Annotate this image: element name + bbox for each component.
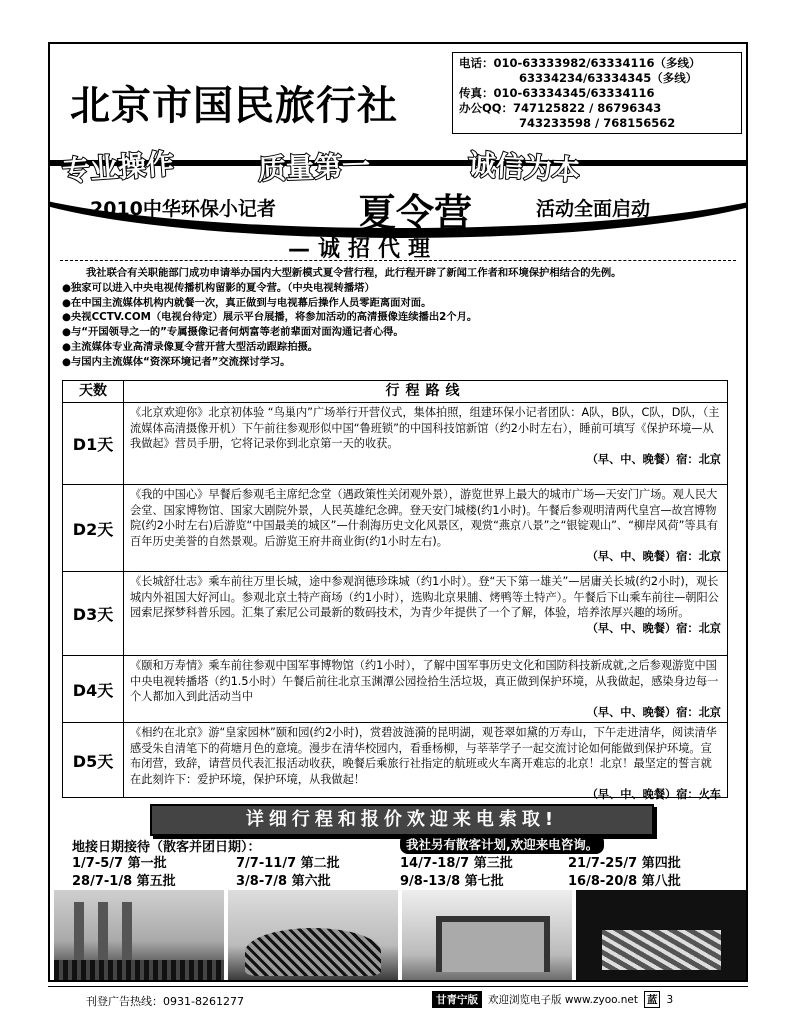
gate-shape bbox=[436, 916, 550, 972]
footer-divider bbox=[48, 986, 748, 987]
table-row bbox=[63, 723, 727, 802]
day-label: D1天 bbox=[63, 403, 124, 484]
day-text: 《长城舒壮志》乘车前往万里长城，途中参观润德珍珠城（约1小时）。登“天下第一雄关”—居庸关长城(约2小时)，观长城内外祖国大好河山。参观北京土特产商场（约1小时），选购北京果脯、烤鸭等土特产）。午餐后下山乘车前往—朝阳公园索尼探梦科普乐园。汇集了索尼公司最新的数码技术，为青少年提供了一个了解，体验，培养浓厚兴趣的场所。 bbox=[130, 575, 719, 620]
tsinghua-gate-photo bbox=[402, 890, 572, 982]
day-label: D5天 bbox=[63, 723, 124, 798]
intro-text bbox=[62, 266, 738, 370]
stadium-shape bbox=[245, 928, 381, 976]
batch-date: 3/8-7/8 第六批 bbox=[236, 874, 331, 889]
batch-date: 21/7-25/7 第四批 bbox=[568, 856, 681, 871]
intro-divider bbox=[60, 260, 736, 261]
pillar-shape bbox=[98, 902, 108, 962]
slogan-3: 诚信为本 bbox=[467, 148, 581, 187]
batch-date: 16/8-20/8 第八批 bbox=[568, 874, 681, 889]
tiananmen-photo bbox=[54, 890, 224, 982]
ad-hotline: 刊登广告热线：0931-8261277 bbox=[86, 995, 244, 1008]
day-desc bbox=[124, 485, 727, 571]
slogan-1: 专业操作 bbox=[61, 147, 176, 188]
day-meal: （早、中、晚餐）宿：北京 bbox=[586, 705, 721, 719]
batch-date: 9/8-13/8 第七批 bbox=[400, 874, 504, 889]
edition-tag: 甘青宁版 bbox=[432, 991, 482, 1008]
pillar-shape bbox=[74, 902, 84, 962]
day-meal: （早、中、晚餐）宿：北京 bbox=[586, 621, 721, 635]
qq-line-2: 743233598 / 768156562 bbox=[519, 116, 676, 130]
phone-line-2: 63334234/63334345（多线） bbox=[519, 71, 698, 85]
table-row bbox=[63, 656, 727, 723]
intro-lead: 我社联合有关职能部门成功申请举办国内大型新模式夏令营行程，此行程开辟了新闻工作者和环境保护相结合的先例。 bbox=[86, 267, 622, 279]
ad-frame bbox=[48, 42, 748, 982]
day-desc bbox=[124, 656, 727, 722]
title-right: 活动全面启动 bbox=[536, 198, 651, 220]
crowd-shape bbox=[54, 960, 224, 982]
table-row bbox=[63, 572, 727, 656]
page-label: 蓝 bbox=[644, 991, 661, 1008]
day-meal: （早、中、晚餐）宿：火车 bbox=[586, 788, 721, 802]
fax-line: 传真：010-63334345/63334116 bbox=[459, 86, 655, 100]
day-desc bbox=[124, 723, 727, 802]
batch-date: 28/7-1/8 第五批 bbox=[72, 874, 176, 889]
table-row bbox=[63, 485, 727, 572]
intro-bullet: ●与国内主流媒体“资深环境记者”交流探讨学习。 bbox=[62, 355, 291, 368]
page-number: 3 bbox=[666, 993, 674, 1006]
footer-edition bbox=[432, 991, 673, 1008]
photo-strip bbox=[50, 890, 748, 982]
batch-date: 7/7-11/7 第二批 bbox=[236, 856, 340, 871]
table-row bbox=[63, 403, 727, 485]
batch-date: 14/7-18/7 第三批 bbox=[400, 856, 513, 871]
intro-bullet: ●主流媒体专业高清录像夏令营开营大型活动跟踪拍摄。 bbox=[62, 340, 319, 353]
day-label: D3天 bbox=[63, 572, 124, 655]
schedule-note: 我社另有散客计划,欢迎来电咨询。 bbox=[400, 834, 604, 854]
itinerary-table bbox=[62, 380, 728, 802]
intro-bullet: ●独家可以进入中央电视传播机构留影的夏令营。（中央电视转播塔） bbox=[62, 281, 375, 294]
title-left: 2010中华环保小记者 bbox=[90, 198, 276, 220]
day-label: D4天 bbox=[63, 656, 124, 722]
intro-bullet: ●在中国主流媒体机构内就餐一次，真正做到与电视幕后操作人员零距离面对面。 bbox=[62, 296, 432, 309]
itinerary-header bbox=[63, 381, 727, 403]
pillar-shape bbox=[122, 902, 132, 962]
day-desc bbox=[124, 403, 727, 484]
company-name: 北京市国民旅行社 bbox=[70, 83, 398, 129]
day-meal: （早、中、晚餐）宿：北京 bbox=[586, 452, 721, 466]
subtitle: —诚招代理 bbox=[288, 237, 439, 262]
slogan-band bbox=[50, 140, 748, 188]
title-main: 夏令营 bbox=[358, 190, 473, 235]
schedule-label: 地接日期接待（散客并团日期）： bbox=[72, 840, 261, 855]
qq-line-1: 办公QQ：747125822 / 86796343 bbox=[459, 101, 662, 115]
day-text: 《我的中国心》早餐后参观毛主席纪念堂（遇政策性关闭观外景），游览世界上最大的城市广场—天安门广场。观人民大会堂、国家博物馆、国家大剧院外景，人民英雄纪念碑。登天安门城楼(约1小时)。午餐后参观明清两代皇宫—故宫博物院(约2小时左右)后游览“中国最美的城区”—什刹海历史文化风景区，观赏“燕京八景”之“银锭观山”、“柳岸风荷”等具有百年历史美誉的自然景观。后游览王府井商业街(约1小时左右)。 bbox=[130, 488, 719, 548]
water-cube-shape bbox=[602, 930, 721, 970]
intro-bullet: ●央视CCTV.COM（电视台待定）展示平台展播，将参加活动的高清摄像连续播出2个月。 bbox=[62, 311, 478, 324]
batch-date: 1/7-5/7 第一批 bbox=[72, 856, 167, 871]
slogan-2: 质量第一 bbox=[257, 149, 371, 186]
day-text: 《颐和万寿情》乘车前往参观中国军事博物馆（约1小时），了解中国军事历史文化和国防科技新成就,之后参观游览中国中央电视转播塔（约1.5小时）午餐后前往北京玉渊潭公园捡拾生活垃圾，真正做到保护环境，从我做起，感染身边每一个人都加入到此活动当中 bbox=[130, 659, 719, 704]
day-meal: （早、中、晚餐）宿：北京 bbox=[586, 550, 721, 564]
day-text: 《北京欢迎你》北京初体验 “鸟巢内”广场举行开营仪式，集体拍照，组建环保小记者团队：A队，B队，C队，D队，（主流媒体高清摄像开机）下午前往参观形似中国“鲁班锁”的中国科技馆新馆（约2小时左右），睡前可填写《保护环境—从我做起》营员手册，它将记录你到北京第一天的收获。 bbox=[130, 406, 720, 451]
intro-bullet: ●与“开国领导之一的”专属摄像记者何炳富等老前辈面对面沟通记者心得。 bbox=[62, 326, 404, 339]
day-text: 《相约在北京》游“皇家园林”颐和园(约2小时)，赏碧波涟漪的昆明湖，观苍翠如黛的万寿山，下午走进清华，阅读清华感受朱自清笔下的荷塘月色的意境。漫步在清华校园内，看垂杨柳，与莘莘学子一起交流讨论如何能做到保护环境。宣布闭营，致辞，请营员代表汇报活动收获，晚餐后乘旅行社指定的航班或火车离开难忘的北京！北京！最坚定的誓言就在此刻许下：爱护环境，保护环境，从我做起！ bbox=[130, 726, 717, 786]
col-route-header: 行程路线 bbox=[385, 383, 466, 399]
birds-nest-photo bbox=[228, 890, 398, 982]
day-desc bbox=[124, 572, 727, 655]
day-label: D2天 bbox=[63, 485, 124, 571]
phone-line-1: 电话：010-63333982/63334116（多线） bbox=[459, 56, 701, 70]
price-inquiry-banner: 详细行程和报价欢迎来电索取! bbox=[150, 804, 654, 836]
browse-text: 欢迎浏览电子版 www.zyoo.net bbox=[488, 994, 638, 1006]
water-cube-photo bbox=[576, 890, 746, 982]
col-day-header: 天数 bbox=[63, 381, 124, 402]
